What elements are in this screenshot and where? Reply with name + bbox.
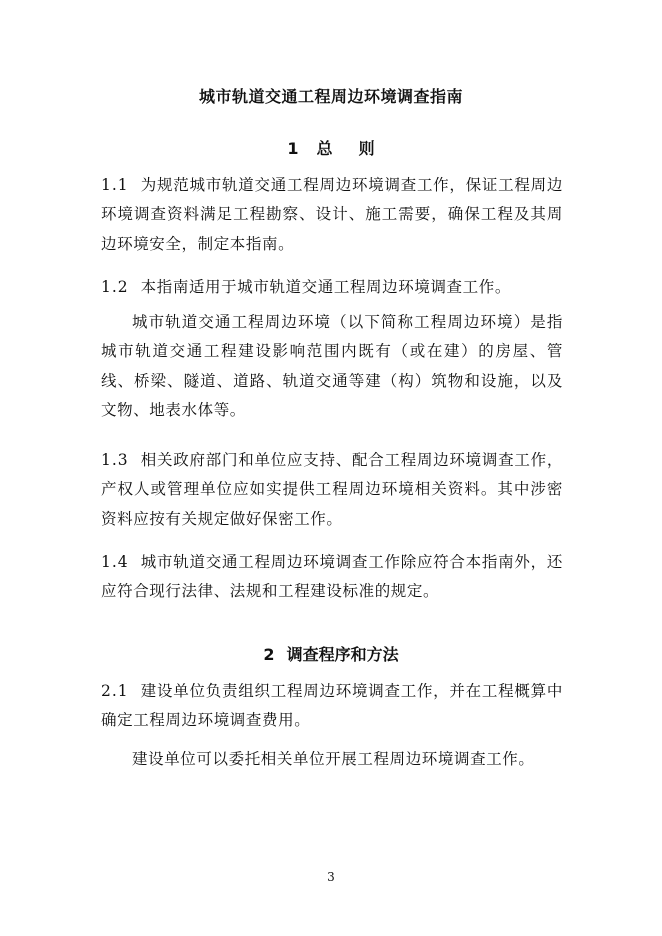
- clause-number: 1.3: [101, 451, 129, 469]
- clause-text: 城市轨道交通工程周边环境（以下简称工程周边环境）是指城市轨道交通工程建设影响范围内既有（或在建）的房屋、管线、桥梁、隧道、道路、轨道交通等建（构）筑物和设施，以及文物、地表水体等。: [101, 313, 563, 420]
- clause-number: 1.4: [101, 553, 129, 571]
- clause-number: 1.1: [101, 176, 129, 194]
- page-number: 3: [327, 870, 335, 884]
- clause-1-2-definition: [101, 308, 563, 426]
- clause-text: 城市轨道交通工程周边环境调查工作除应符合本指南外，还应符合现行法律、法规和工程建设标准的规定。: [101, 553, 563, 601]
- clause-2-1-note: [101, 745, 563, 774]
- clause-text: 建设单位可以委托相关单位开展工程周边环境调查工作。: [132, 750, 535, 768]
- clause-text: 建设单位负责组织工程周边环境调查工作，并在工程概算中确定工程周边环境调查费用。: [101, 682, 563, 730]
- section-1-heading: [0, 136, 662, 159]
- clause-1-3: [101, 446, 563, 534]
- clause-text: 相关政府部门和单位应支持、配合工程周边环境调查工作，产权人或管理单位应如实提供工程周边环境相关资料。其中涉密资料应按有关规定做好保密工作。: [101, 451, 563, 528]
- clause-number: 1.2: [101, 278, 129, 296]
- section-1-title-part2: 则: [358, 139, 375, 158]
- clause-number: 2.1: [101, 682, 129, 700]
- clause-1-1: [101, 171, 563, 259]
- section-2-title: 调查程序和方法: [286, 645, 399, 664]
- section-1-number: 1: [287, 139, 299, 158]
- clause-text: 为规范城市轨道交通工程周边环境调查工作，保证工程周边环境调查资料满足工程勘察、设计、施工需要，确保工程及其周边环境安全，制定本指南。: [101, 176, 563, 253]
- clause-2-1: [101, 677, 563, 736]
- clause-text: 本指南适用于城市轨道交通工程周边环境调查工作。: [140, 278, 511, 296]
- document-title: 城市轨道交通工程周边环境调查指南: [198, 87, 463, 106]
- clause-1-2: [101, 273, 563, 302]
- section-2-heading: [0, 642, 662, 665]
- section-2-number: 2: [263, 645, 275, 664]
- section-1-title-part1: 总: [316, 139, 333, 158]
- clause-1-4: [101, 548, 563, 607]
